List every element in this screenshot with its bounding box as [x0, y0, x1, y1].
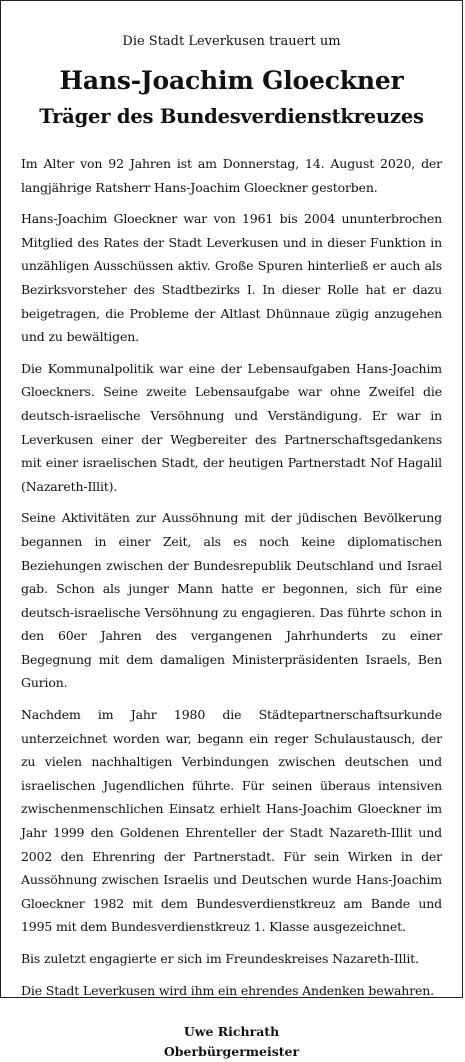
deceased-name: Hans-Joachim Gloeckner: [59, 66, 404, 95]
signature-name: Uwe Richrath: [183, 1024, 280, 1040]
intro-line: Die Stadt Leverkusen trauert um: [122, 34, 341, 49]
notice-body: [21, 152, 442, 1002]
honor-subtitle: Träger des Bundesverdienstkreuzes: [39, 105, 424, 128]
paragraph: Bis zuletzt engagierte er sich im Freundeskreises Nazareth-Illit.: [21, 951, 419, 966]
paragraph: Hans-Joachim Gloeckner war von 1961 bis 2004 ununterbrochen Mitglied des Rates der Stadt Leverkusen und in dieser Funktion in unzähligen Ausschüssen aktiv. Große Spuren hinterließ er auch als Bezirksvorsteher des Stadtbezirks I. In dieser Rolle hat er dazu beigetragen, die Probleme der Altlast Dhünnaue zügig anzugehen und zu bewältigen.: [21, 211, 442, 345]
paragraph: Die Kommunalpolitik war eine der Lebensaufgaben Hans-Joachim Gloeckners. Seine zweite Lebensaufgabe war ohne Zweifel die deutsch-israelische Versöhnung und Verständigung. Er war in Leverkusen einer der Wegbereiter des Partnerschaftsgedankens mit einer israelischen Stadt, der heutigen Partnerstadt Nof Hagalil (Nazareth-Illit).: [21, 360, 442, 494]
paragraph: Die Stadt Leverkusen wird ihm ein ehrendes Andenken bewahren.: [21, 982, 434, 998]
signature-title: Oberbürgermeister: [163, 1044, 300, 1060]
paragraph: Nachdem im Jahr 1980 die Städtepartnerschaftsurkunde unterzeichnet worden war, begann ein reger Schulaustausch, der zu vielen nachhaltigen Verbindungen zwischen deutschen und israelischen Jugendlichen führte. Für seinen überaus intensiven zwischenmenschlichen Einsatz erhielt Hans-Joachim Gloeckner im Jahr 1999 den Goldenen Ehrenteller der Stadt Nazareth-Illit und 2002 den Ehrenring der Partnerstadt. Für sein Wirken in der Aussöhnung zwischen Israelis und Deutschen wurde Hans-Joachim Gloeckner 1982 mit dem Bundesverdienstkreuz am Bande und 1995 mit dem Bundesverdienstkreuz 1. Klasse ausgezeichnet.: [21, 707, 442, 935]
paragraph: Im Alter von 92 Jahren ist am Donnerstag, 14. August 2020, der langjährige Ratsherr Hans-Joachim Gloeckner gestorben.: [21, 156, 442, 195]
paragraph: Seine Aktivitäten zur Aussöhnung mit der jüdischen Bevölkerung begannen in einer Zeit, als es noch keine diplomatischen Beziehungen zwischen der Bundesrepublik Deutschland und Israel gab. Schon als junger Mann hatte er begonnen, sich für eine deutsch-israelische Versöhnung zu engagieren. Das führte schon in den 60er Jahren des vergangenen Jahrhunderts zu einer Begegnung mit dem damaligen Ministerpräsidenten Israels, Ben Gurion.: [21, 510, 442, 691]
